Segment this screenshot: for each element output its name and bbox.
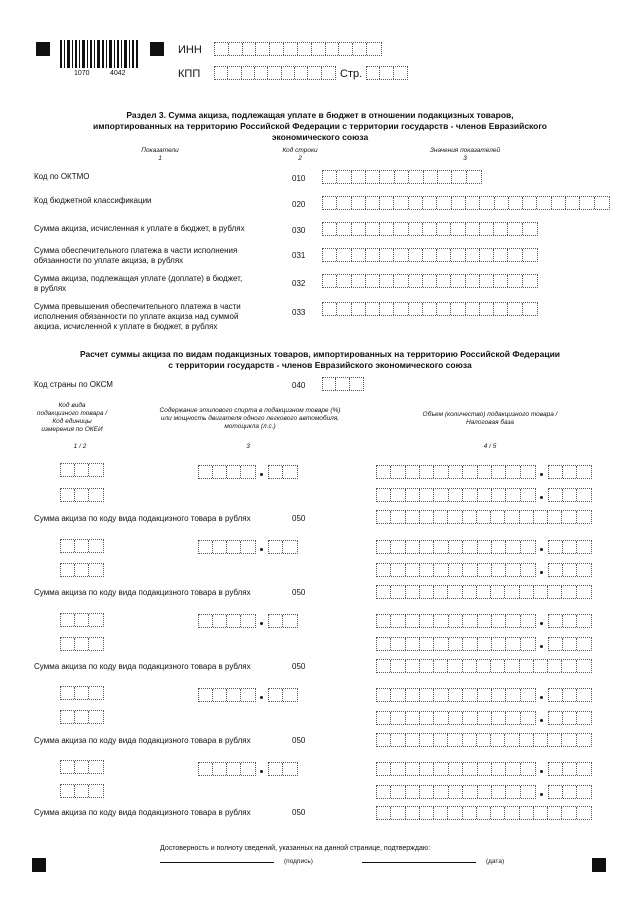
volume-frac-field[interactable] bbox=[548, 614, 592, 628]
sum-code: 050 bbox=[292, 514, 306, 523]
col-header-line-code-num: 2 bbox=[298, 155, 302, 162]
sum-code: 050 bbox=[292, 736, 306, 745]
base-int-field[interactable] bbox=[376, 711, 536, 725]
calc-col2-line1: Содержание этилового спирта в подакцизном товаре (%) bbox=[159, 407, 341, 414]
base-frac-field[interactable] bbox=[548, 711, 592, 725]
decimal-point bbox=[540, 496, 543, 499]
decimal-point bbox=[260, 473, 263, 476]
unit-code-field[interactable] bbox=[60, 488, 104, 502]
base-int-field[interactable] bbox=[376, 488, 536, 502]
sum-code: 050 bbox=[292, 808, 306, 817]
volume-int-field[interactable] bbox=[376, 614, 536, 628]
sum-label: Сумма акциза по коду вида подакцизного товара в рублях bbox=[34, 588, 251, 597]
row-033-label-3: акциза, исчисленной к уплате в бюджет, в рублях bbox=[34, 322, 218, 331]
country-field[interactable] bbox=[322, 377, 364, 391]
alcohol-int-field[interactable] bbox=[198, 465, 256, 479]
inn-label: ИНН bbox=[178, 44, 202, 56]
alcohol-int-field[interactable] bbox=[198, 688, 256, 702]
sum-field[interactable] bbox=[376, 659, 592, 673]
alcohol-int-field[interactable] bbox=[198, 540, 256, 554]
calc-col1-line3: Код единицы bbox=[52, 418, 92, 425]
product-code-field[interactable] bbox=[60, 539, 104, 553]
confirm-text: Достоверность и полноту сведений, указанных на данной странице, подтверждаю: bbox=[160, 845, 431, 852]
sum-field[interactable] bbox=[376, 585, 592, 599]
calc-col1-line2: подакцизного товара / bbox=[36, 410, 108, 417]
volume-int-field[interactable] bbox=[376, 540, 536, 554]
row-033-label-1: Сумма превышения обеспечительного платежа в части bbox=[34, 302, 241, 311]
kbk-field[interactable] bbox=[322, 196, 610, 210]
alcohol-int-field[interactable] bbox=[198, 762, 256, 776]
base-int-field[interactable] bbox=[376, 785, 536, 799]
sum-code: 050 bbox=[292, 588, 306, 597]
row-032-label-2: в рублях bbox=[34, 284, 67, 293]
unit-code-field[interactable] bbox=[60, 710, 104, 724]
section-title-line2: импортированных на территорию Российской Федерации с территории государств - членов Евразийского bbox=[92, 121, 547, 131]
base-frac-field[interactable] bbox=[548, 563, 592, 577]
sum-field[interactable] bbox=[376, 806, 592, 820]
corner-marker-bottom-right bbox=[592, 858, 606, 872]
decimal-point bbox=[540, 622, 543, 625]
calc-title-line2: с территории государств - членов Евразийского экономического союза bbox=[168, 360, 472, 370]
corner-marker-top-left bbox=[36, 42, 50, 56]
country-code: 040 bbox=[292, 381, 306, 390]
alcohol-frac-field[interactable] bbox=[268, 465, 298, 479]
row-030-code: 030 bbox=[292, 226, 306, 235]
row-032-label-1: Сумма акциза, подлежащая уплате (доплате) в бюджет, bbox=[34, 274, 243, 283]
base-frac-field[interactable] bbox=[548, 488, 592, 502]
base-int-field[interactable] bbox=[376, 637, 536, 651]
field-032[interactable] bbox=[322, 274, 538, 288]
product-code-field[interactable] bbox=[60, 760, 104, 774]
page-label: Стр. bbox=[340, 68, 363, 80]
calc-title-line1: Расчет суммы акциза по видам подакцизных товаров, импортированных на территорию Российской Федерации bbox=[79, 349, 561, 359]
volume-frac-field[interactable] bbox=[548, 540, 592, 554]
oktmo-field[interactable] bbox=[322, 170, 482, 184]
signature-caption: (подпись) bbox=[284, 858, 313, 865]
sum-label: Сумма акциза по коду вида подакцизного товара в рублях bbox=[34, 808, 251, 817]
decimal-point bbox=[540, 473, 543, 476]
alcohol-frac-field[interactable] bbox=[268, 540, 298, 554]
corner-marker-top-mid bbox=[150, 42, 164, 56]
row-033-code: 033 bbox=[292, 308, 306, 317]
calc-col1-line1: Код вида bbox=[58, 402, 86, 409]
section-title-line3: экономического союза bbox=[271, 132, 369, 142]
decimal-point bbox=[260, 548, 263, 551]
alcohol-frac-field[interactable] bbox=[268, 762, 298, 776]
volume-frac-field[interactable] bbox=[548, 465, 592, 479]
row-031-label-1: Сумма обеспечительного платежа в части исполнения bbox=[34, 246, 238, 255]
volume-frac-field[interactable] bbox=[548, 762, 592, 776]
calc-num-col1: 1 / 2 bbox=[73, 443, 87, 450]
col-header-values-num: 3 bbox=[463, 155, 467, 162]
decimal-point bbox=[540, 793, 543, 796]
col-header-values: Значения показателей bbox=[429, 147, 501, 154]
product-code-field[interactable] bbox=[60, 686, 104, 700]
row-oktmo-label: Код по ОКТМО bbox=[34, 172, 90, 181]
volume-frac-field[interactable] bbox=[548, 688, 592, 702]
col-header-indicators: Показатели bbox=[141, 147, 179, 154]
volume-int-field[interactable] bbox=[376, 762, 536, 776]
kpp-field[interactable] bbox=[214, 66, 336, 80]
decimal-point bbox=[540, 770, 543, 773]
base-frac-field[interactable] bbox=[548, 637, 592, 651]
row-kbk-label: Код бюджетной классификации bbox=[34, 196, 152, 205]
row-031-code: 031 bbox=[292, 251, 306, 260]
sum-label: Сумма акциза по коду вида подакцизного товара в рублях bbox=[34, 736, 251, 745]
calc-col2-line2: или мощность двигателя одного легкового автомобиля, bbox=[160, 415, 340, 422]
corner-marker-bottom-left bbox=[32, 858, 46, 872]
alcohol-frac-field[interactable] bbox=[268, 688, 298, 702]
col-header-indicators-num: 1 bbox=[158, 155, 162, 162]
decimal-point bbox=[540, 645, 543, 648]
unit-code-field[interactable] bbox=[60, 784, 104, 798]
kpp-label: КПП bbox=[178, 68, 201, 80]
signature-line[interactable] bbox=[160, 862, 274, 863]
base-int-field[interactable] bbox=[376, 563, 536, 577]
calc-num-col2: 3 bbox=[246, 443, 250, 450]
date-line[interactable] bbox=[362, 862, 476, 863]
volume-int-field[interactable] bbox=[376, 465, 536, 479]
decimal-point bbox=[260, 696, 263, 699]
calc-num-col3: 4 / 5 bbox=[483, 443, 497, 450]
date-caption: (дата) bbox=[486, 858, 505, 865]
calc-col2-line3: мотоцикла (л.с.) bbox=[224, 423, 276, 430]
unit-code-field[interactable] bbox=[60, 563, 104, 577]
decimal-point bbox=[540, 571, 543, 574]
volume-int-field[interactable] bbox=[376, 688, 536, 702]
calc-col3-line1: Объем (количество) подакцизного товара / bbox=[422, 411, 558, 418]
calc-col1-line4: измерения по ОКЕИ bbox=[41, 426, 103, 433]
product-code-field[interactable] bbox=[60, 463, 104, 477]
col-header-line-code: Код строки bbox=[282, 147, 318, 154]
row-033-label-2: исполнения обязанности по уплате акциза над суммой bbox=[34, 312, 239, 321]
sum-field[interactable] bbox=[376, 510, 592, 524]
row-oktmo-code: 010 bbox=[292, 174, 306, 183]
decimal-point bbox=[540, 548, 543, 551]
sum-label: Сумма акциза по коду вида подакцизного товара в рублях bbox=[34, 514, 251, 523]
unit-code-field[interactable] bbox=[60, 637, 104, 651]
field-031[interactable] bbox=[322, 248, 538, 262]
decimal-point bbox=[260, 622, 263, 625]
sum-label: Сумма акциза по коду вида подакцизного товара в рублях bbox=[34, 662, 251, 671]
field-033[interactable] bbox=[322, 302, 538, 316]
row-kbk-code: 020 bbox=[292, 200, 306, 209]
sum-code: 050 bbox=[292, 662, 306, 671]
alcohol-frac-field[interactable] bbox=[268, 614, 298, 628]
decimal-point bbox=[540, 696, 543, 699]
product-code-field[interactable] bbox=[60, 613, 104, 627]
sum-field[interactable] bbox=[376, 733, 592, 747]
country-label: Код страны по ОКСМ bbox=[34, 380, 113, 389]
barcode bbox=[60, 40, 138, 68]
decimal-point bbox=[260, 770, 263, 773]
calc-col3-line2: Налоговая база bbox=[465, 419, 515, 426]
barcode-number-right: 4042 bbox=[110, 70, 126, 77]
row-031-label-2: обязанности по уплате акциза, в рублях bbox=[34, 256, 184, 265]
decimal-point bbox=[540, 719, 543, 722]
row-030-label: Сумма акциза, исчисленная к уплате в бюджет, в рублях bbox=[34, 224, 245, 233]
alcohol-int-field[interactable] bbox=[198, 614, 256, 628]
base-frac-field[interactable] bbox=[548, 785, 592, 799]
page-field[interactable] bbox=[366, 66, 408, 80]
inn-field[interactable] bbox=[214, 42, 382, 56]
row-032-code: 032 bbox=[292, 279, 306, 288]
section-title-line1: Раздел 3. Сумма акциза, подлежащая уплате в бюджет в отношении подакцизных товаров, bbox=[126, 110, 514, 120]
barcode-number-left: 1070 bbox=[74, 70, 90, 77]
field-030[interactable] bbox=[322, 222, 538, 236]
